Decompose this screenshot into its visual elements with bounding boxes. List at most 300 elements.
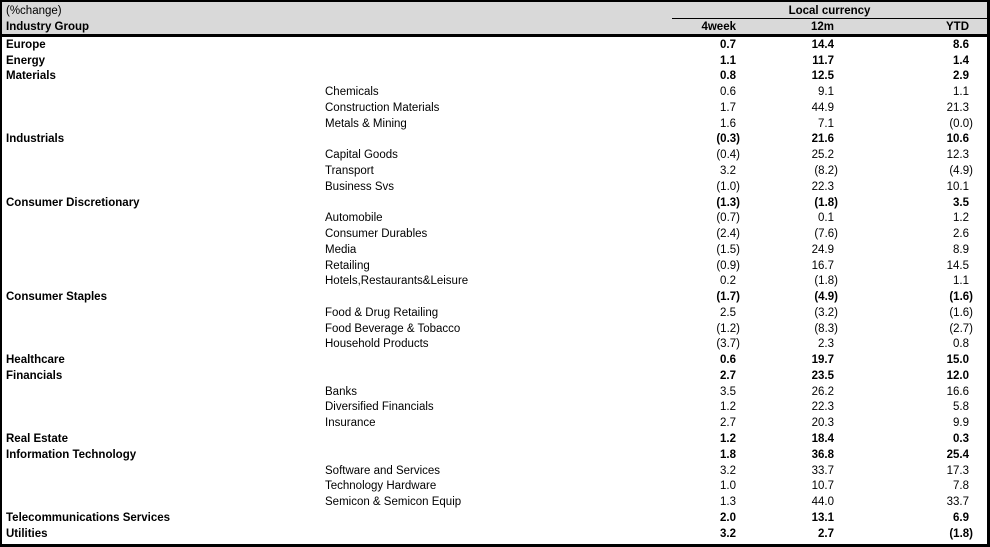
industry-group-cell (2, 163, 325, 179)
value-cell-4week (659, 478, 742, 494)
value-cell-4week (659, 337, 742, 353)
value-cell-ytd (840, 321, 975, 337)
industry-group-cell (2, 463, 325, 479)
value-text: (0.0) (949, 117, 973, 130)
sub-industry-cell: Consumer Durables (325, 228, 428, 241)
sub-industry-cell: Chemicals (325, 86, 379, 99)
sub-industry-cell (325, 368, 659, 384)
value-text: (0.4) (716, 149, 740, 162)
sub-industry-cell (325, 36, 659, 53)
value-cell-12m (742, 526, 840, 542)
table-row (2, 384, 987, 400)
industry-group-cell (2, 337, 325, 353)
value-text: 1.2 (720, 433, 736, 446)
industry-group-header: Industry Group (2, 19, 659, 36)
sub-industry-cell: Business Svs (325, 180, 395, 193)
sub-industry-cell: Diversified Financials (325, 401, 434, 414)
value-text: (4.9) (949, 165, 973, 177)
value-cell-12m (742, 147, 840, 163)
value-text: 0.8 (953, 338, 969, 351)
value-text: 10.7 (811, 480, 834, 493)
value-text: (3.7) (716, 338, 740, 351)
value-cell-ytd (840, 415, 975, 431)
column-header-12m: 12m (742, 19, 840, 36)
industry-group-cell: Energy (6, 54, 45, 67)
value-cell-4week (659, 69, 742, 85)
value-cell-4week (659, 163, 742, 179)
sub-industry-cell (325, 132, 659, 148)
table-row (2, 321, 987, 337)
value-text: 1.3 (720, 496, 736, 509)
sub-industry-cell: Semicon & Semicon Equip (325, 496, 462, 509)
value-cell-ytd (840, 84, 975, 100)
table-row (2, 100, 987, 116)
table-body (2, 36, 987, 542)
spacer-cell (975, 210, 987, 226)
spacer-cell (975, 400, 987, 416)
sub-industry-cell (325, 447, 659, 463)
value-cell-4week (659, 368, 742, 384)
value-cell-4week (659, 273, 742, 289)
value-text: 1.6 (720, 117, 736, 130)
spacer-cell (975, 179, 987, 195)
value-text: 1.0 (720, 480, 736, 493)
sub-industry-cell: Retailing (325, 259, 370, 272)
value-text: 1.1 (953, 275, 969, 288)
table-row (2, 163, 987, 179)
value-cell-4week (659, 84, 742, 100)
table-row (2, 84, 987, 100)
value-cell-12m (742, 494, 840, 510)
value-text: 19.7 (811, 354, 834, 367)
value-cell-ytd (840, 163, 975, 179)
value-cell-ytd (840, 36, 975, 53)
value-text: 8.6 (953, 38, 969, 51)
value-text: 8.9 (953, 243, 969, 256)
value-text: 15.0 (946, 354, 969, 367)
industry-group-cell (2, 321, 325, 337)
spacer-cell (975, 289, 987, 305)
table-row (2, 305, 987, 321)
spacer-cell (975, 447, 987, 463)
sub-industry-cell: Insurance (325, 417, 376, 430)
spacer-cell (975, 305, 987, 321)
spacer-cell (975, 36, 987, 53)
value-cell-ytd (840, 463, 975, 479)
value-text: (4.9) (814, 291, 838, 304)
spacer-cell (975, 337, 987, 353)
spacer-cell (975, 494, 987, 510)
value-cell-12m (742, 163, 840, 179)
industry-group-cell: Consumer Discretionary (6, 196, 140, 209)
value-text: 13.1 (811, 511, 834, 524)
value-cell-4week (659, 494, 742, 510)
value-cell-4week (659, 526, 742, 542)
sub-industry-cell (325, 510, 659, 526)
value-text: 33.7 (946, 496, 969, 509)
value-cell-ytd (840, 337, 975, 353)
sub-industry-cell (325, 352, 659, 368)
value-text: 11.7 (812, 54, 834, 67)
value-text: (3.2) (814, 306, 838, 319)
value-text: 3.2 (720, 464, 736, 477)
sub-industry-cell (325, 69, 659, 85)
value-cell-12m (742, 321, 840, 337)
value-text: 9.9 (953, 417, 969, 430)
value-cell-4week (659, 447, 742, 463)
value-text: (0.3) (716, 133, 740, 146)
value-text: (7.6) (814, 228, 838, 241)
value-text: (8.2) (814, 165, 838, 177)
value-text: 14.4 (811, 38, 834, 51)
value-cell-4week (659, 226, 742, 242)
value-cell-12m (742, 210, 840, 226)
table-row (2, 352, 987, 368)
value-text: 2.6 (953, 228, 969, 241)
industry-group-cell: Telecommunications Services (6, 511, 171, 524)
spacer-cell (975, 258, 987, 274)
value-cell-4week (659, 305, 742, 321)
value-text: (1.8) (949, 527, 973, 540)
value-text: 6.9 (953, 511, 969, 524)
value-cell-4week (659, 53, 742, 69)
value-cell-ytd (840, 289, 975, 305)
value-cell-4week (659, 195, 742, 211)
value-cell-ytd (840, 226, 975, 242)
value-cell-ytd (840, 494, 975, 510)
value-text: (1.3) (716, 196, 740, 209)
industry-group-cell: Europe (6, 38, 46, 51)
value-text: 21.6 (811, 133, 834, 146)
value-cell-ytd (840, 400, 975, 416)
value-text: 16.6 (946, 385, 969, 398)
value-text: 3.5 (953, 196, 969, 209)
header-row-currency (2, 2, 987, 19)
value-cell-12m (742, 337, 840, 353)
value-cell-12m (742, 69, 840, 85)
value-cell-ytd (840, 179, 975, 195)
sub-industry-cell: Construction Materials (325, 101, 440, 114)
sub-industry-cell: Household Products (325, 338, 429, 351)
industry-group-cell (2, 258, 325, 274)
table-row (2, 242, 987, 258)
value-text: (1.2) (716, 322, 740, 335)
spacer-cell (975, 163, 987, 179)
industry-group-cell (2, 494, 325, 510)
spacer-cell (975, 321, 987, 337)
value-text: 17.3 (946, 464, 969, 477)
industry-group-cell (2, 226, 325, 242)
value-cell-12m (742, 415, 840, 431)
industry-group-cell: Healthcare (6, 354, 65, 367)
value-text: 5.8 (953, 401, 969, 414)
spacer-cell (975, 352, 987, 368)
table-row (2, 179, 987, 195)
value-text: 24.9 (811, 243, 834, 256)
value-cell-12m (742, 368, 840, 384)
table-row (2, 69, 987, 85)
value-cell-ytd (840, 53, 975, 69)
sub-industry-cell (325, 431, 659, 447)
table-row (2, 368, 987, 384)
value-cell-ytd (840, 132, 975, 148)
spacer-cell (975, 226, 987, 242)
table-row (2, 478, 987, 494)
value-cell-ytd (840, 368, 975, 384)
table-row (2, 36, 987, 53)
value-cell-4week (659, 258, 742, 274)
spacer-cell (975, 415, 987, 431)
spacer-cell (975, 431, 987, 447)
value-text: 33.7 (811, 464, 834, 477)
value-text: 9.1 (818, 86, 834, 99)
sub-industry-cell (325, 53, 659, 69)
industry-group-cell: Information Technology (6, 448, 137, 461)
value-cell-4week (659, 116, 742, 132)
value-cell-ytd (840, 116, 975, 132)
value-text: 0.6 (720, 354, 736, 367)
value-text: 0.6 (720, 86, 736, 99)
value-text: 21.3 (946, 101, 969, 114)
table-row (2, 494, 987, 510)
value-cell-12m (742, 305, 840, 321)
value-cell-12m (742, 447, 840, 463)
value-cell-4week (659, 132, 742, 148)
industry-group-cell (2, 242, 325, 258)
value-cell-4week (659, 415, 742, 431)
value-cell-4week (659, 210, 742, 226)
value-cell-12m (742, 289, 840, 305)
table-row (2, 210, 987, 226)
value-cell-12m (742, 273, 840, 289)
column-header-ytd: YTD (840, 19, 975, 36)
value-cell-ytd (840, 305, 975, 321)
value-text: 16.7 (811, 259, 834, 272)
local-currency-group-header: Local currency (659, 2, 987, 19)
table-row (2, 526, 987, 542)
value-cell-12m (742, 84, 840, 100)
industry-group-cell (2, 179, 325, 195)
value-cell-12m (742, 400, 840, 416)
table-row (2, 337, 987, 353)
value-cell-12m (742, 258, 840, 274)
value-text: 1.2 (953, 212, 969, 225)
value-text: 2.7 (720, 417, 736, 430)
sub-industry-cell: Capital Goods (325, 149, 398, 162)
table-row (2, 273, 987, 289)
value-text: 1.2 (720, 401, 736, 414)
industry-group-cell (2, 84, 325, 100)
value-cell-4week (659, 431, 742, 447)
value-text: (0.7) (716, 212, 740, 225)
table-row (2, 400, 987, 416)
value-cell-12m (742, 431, 840, 447)
value-cell-4week (659, 179, 742, 195)
spacer-cell (975, 478, 987, 494)
spacer-cell (975, 84, 987, 100)
table-row (2, 415, 987, 431)
value-cell-ytd (840, 510, 975, 526)
table-row (2, 463, 987, 479)
value-cell-ytd (840, 195, 975, 211)
spacer-cell (975, 526, 987, 542)
industry-group-cell (2, 100, 325, 116)
value-text: 23.5 (811, 369, 834, 382)
value-cell-ytd (840, 210, 975, 226)
value-cell-12m (742, 352, 840, 368)
value-text: (2.4) (716, 228, 740, 241)
header-spacer-cell (975, 19, 987, 36)
table-row (2, 147, 987, 163)
value-text: 0.3 (953, 433, 969, 446)
value-cell-12m (742, 510, 840, 526)
value-text: 3.5 (720, 385, 736, 398)
value-cell-4week (659, 463, 742, 479)
industry-group-cell: Industrials (6, 133, 65, 146)
sub-industry-cell: Automobile (325, 212, 383, 225)
value-text: 2.3 (818, 338, 834, 351)
value-text: 22.3 (811, 401, 834, 414)
value-text: 0.8 (720, 70, 736, 83)
value-text: 12.0 (946, 369, 969, 382)
value-cell-12m (742, 132, 840, 148)
value-text: (2.7) (949, 322, 973, 335)
value-cell-ytd (840, 384, 975, 400)
value-text: 2.9 (953, 70, 969, 83)
value-text: (8.3) (814, 322, 838, 335)
value-text: 0.2 (720, 275, 736, 288)
value-cell-12m (742, 384, 840, 400)
sub-industry-cell (325, 289, 659, 305)
sub-industry-cell: Food & Drug Retailing (325, 306, 439, 319)
table-row (2, 195, 987, 211)
value-cell-12m (742, 195, 840, 211)
industry-group-cell (2, 305, 325, 321)
value-text: 1.1 (720, 54, 736, 67)
table-row (2, 53, 987, 69)
spacer-cell (975, 116, 987, 132)
value-cell-4week (659, 36, 742, 53)
value-text: 2.5 (720, 306, 736, 319)
industry-group-cell: Financials (6, 369, 63, 382)
value-text: 26.2 (811, 385, 834, 398)
value-cell-ytd (840, 258, 975, 274)
sub-industry-cell: Software and Services (325, 464, 441, 477)
value-cell-4week (659, 289, 742, 305)
spacer-cell (975, 53, 987, 69)
value-cell-12m (742, 226, 840, 242)
table-row (2, 289, 987, 305)
value-text: 18.4 (811, 433, 834, 446)
value-cell-ytd (840, 273, 975, 289)
industry-group-cell (2, 384, 325, 400)
industry-group-cell (2, 400, 325, 416)
value-text: 0.7 (720, 38, 736, 51)
value-cell-4week (659, 242, 742, 258)
value-cell-4week (659, 321, 742, 337)
value-text: (1.5) (716, 243, 740, 256)
value-cell-12m (742, 116, 840, 132)
value-text: 12.5 (811, 70, 834, 83)
value-cell-4week (659, 400, 742, 416)
spacer-cell (975, 510, 987, 526)
sub-industry-cell: Banks (325, 385, 357, 398)
value-text: 1.8 (720, 448, 736, 461)
industry-group-cell (2, 116, 325, 132)
spacer-cell (975, 132, 987, 148)
column-header-4week: 4week (659, 19, 742, 36)
value-cell-12m (742, 242, 840, 258)
value-text: 44.9 (811, 101, 834, 114)
value-cell-4week (659, 384, 742, 400)
spacer-cell (975, 273, 987, 289)
sub-industry-cell: Food Beverage & Tobacco (325, 322, 461, 335)
table-row (2, 447, 987, 463)
value-text: 25.4 (946, 448, 969, 461)
value-text: 2.7 (818, 527, 834, 540)
value-text: 7.1 (818, 117, 834, 130)
value-cell-ytd (840, 431, 975, 447)
sub-industry-cell: Transport (325, 165, 374, 177)
pct-change-caption: (%change) (2, 2, 659, 19)
value-cell-ytd (840, 447, 975, 463)
value-text: 22.3 (811, 180, 834, 193)
value-cell-ytd (840, 478, 975, 494)
value-cell-ytd (840, 352, 975, 368)
value-cell-4week (659, 147, 742, 163)
value-cell-4week (659, 510, 742, 526)
value-cell-12m (742, 463, 840, 479)
value-cell-ytd (840, 147, 975, 163)
sub-industry-cell (325, 526, 659, 542)
table-header (2, 2, 987, 36)
value-text: 20.3 (811, 417, 834, 430)
industry-group-cell (2, 147, 325, 163)
value-cell-12m (742, 478, 840, 494)
value-cell-ytd (840, 100, 975, 116)
table-row (2, 226, 987, 242)
value-text: 14.5 (946, 259, 969, 272)
value-text: 10.1 (946, 180, 969, 193)
spacer-cell (975, 147, 987, 163)
spacer-cell (975, 100, 987, 116)
value-text: 1.1 (953, 86, 969, 99)
industry-group-cell: Real Estate (6, 433, 69, 446)
value-text: 7.8 (953, 480, 969, 493)
sub-industry-cell: Technology Hardware (325, 480, 437, 493)
spacer-cell (975, 69, 987, 85)
spacer-cell (975, 368, 987, 384)
value-text: 44.0 (811, 496, 834, 509)
value-text: 2.0 (720, 511, 736, 524)
industry-group-cell: Materials (6, 70, 56, 83)
value-text: (1.6) (949, 291, 973, 304)
sub-industry-cell: Metals & Mining (325, 117, 407, 130)
value-cell-4week (659, 352, 742, 368)
table-row (2, 258, 987, 274)
table-row (2, 132, 987, 148)
industry-group-cell (2, 478, 325, 494)
value-text: (1.0) (716, 180, 740, 193)
spacer-cell (975, 195, 987, 211)
table-row (2, 116, 987, 132)
value-text: 3.2 (720, 527, 736, 540)
value-text: 25.2 (811, 149, 834, 162)
industry-group-cell: Consumer Staples (6, 291, 107, 304)
value-text: (0.9) (716, 259, 740, 272)
value-cell-12m (742, 100, 840, 116)
value-text: 0.1 (818, 212, 834, 225)
